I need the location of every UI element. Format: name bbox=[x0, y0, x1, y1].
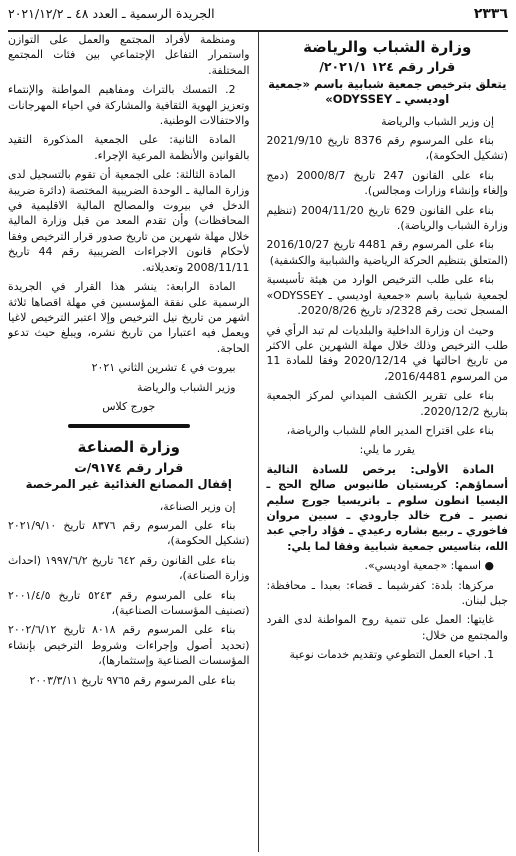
decision-number: قرار رقم ١٢٤ ٢٠٢١/١/ bbox=[319, 59, 456, 75]
paragraph: بناء على المرسوم رقم ٨٣٧٦ تاريخ ٢٠٢١/٩/١٠ (تشكيل الحكومة)، bbox=[8, 518, 250, 548]
paragraph: بناء على المرسوم رقم ٨٠١٨ تاريخ ٢٠٠٢/٦/١٢ (تحديد أصول وإجراءات وشروط الترخيص بإنشاء المؤسسات الصناعية وإستثمارها)، bbox=[8, 623, 250, 668]
paragraph: بناء على المرسوم رقم 8376 تاريخ 2021/9/10 (تشكيل الحكومة)، bbox=[266, 134, 508, 163]
goal-item-2: 2. التمسك بالتراث ومفاهيم المواطنة والإنتماء وتعزيز الهوية الثقافية والمشاركة في احياء المهرجانات والاحتفالات الوطنية. bbox=[8, 83, 250, 128]
left-column bbox=[8, 32, 259, 852]
paragraph: إن وزير الشباب والرياضة bbox=[381, 114, 494, 128]
two-column-body bbox=[8, 32, 508, 852]
paragraph: بناء على تقرير الكشف الميداني لمركز الجمعية بتاريخ 2020/12/2. bbox=[266, 389, 508, 418]
association-goal: غايتها: العمل على تنمية روح المواطنة لدى الفرد والمجتمع من خلال: bbox=[266, 613, 508, 642]
article-one: المادة الأولى: يرخص للسادة التالية أسماؤهم: كريستيان طانيوس صالح الحج ـ اليسيا انطون سلوم ـ باتريسيا جورج سليم نصير ـ فرح خالد جارودي ـ سبين مروان فاخوري ـ ربيع بشاره رعيدي ـ فؤاد راجي عبد الله، بتاسيس جمعية شبابية وفقا لما يلي: bbox=[266, 462, 508, 553]
paragraph: بناء على طلب الترخيص الوارد من هيئة تأسيسية لجمعية شبابية باسم «جمعية اوديسي ـ ODYSSEY» المسجل تحت رقم 2328/د تاريخ 2020/8/26. bbox=[266, 273, 508, 318]
decision-number-industry: قرار رقم ٩١٧٤/ت bbox=[74, 459, 184, 475]
article-three: المادة الثالثة: على الجمعية أن تقوم بالتسجيل لدى وزارة المالية ـ الوحدة الضريبية المختصة (دائرة ضريبة الدخل في بيروت والمصالح المالية الاقليمية في المحافظات) وأن تقدم المعد من قبل وزارة المالية خلال مهلة شهرين من تاريخ صدور قرار الترخيص وفقا لأحكام قانون الاجراءات الضريبية رقم 44 تاريخ 2008/11/11 وتعديلاته. bbox=[8, 168, 250, 274]
right-column bbox=[259, 32, 509, 852]
association-seat: مركزها: بلدة: كفرشيما ـ قضاء: بعبدا ـ محافظة: جبل لبنان. bbox=[266, 578, 508, 607]
association-name: ● اسمها: «جمعية اوديسي». bbox=[364, 559, 494, 573]
paragraph: إن وزير الصناعة، bbox=[159, 499, 236, 513]
paragraph: بناء على المرسوم رقم 4481 تاريخ 2016/10/27 (المتعلق بتنظيم الحركة الرياضية والشبابية والكشفية) bbox=[266, 238, 508, 267]
page-header bbox=[8, 6, 508, 28]
section-divider bbox=[8, 420, 250, 432]
signer-title: وزير الشباب والرياضة bbox=[137, 380, 236, 394]
paragraph: بناء على المرسوم رقم ٥٢٤٣ تاريخ ٢٠٠١/٤/٥ (تصنيف المؤسسات الصناعية)، bbox=[8, 588, 250, 617]
ministry-heading-industry: وزارة الصناعة bbox=[77, 438, 180, 457]
paragraph: وحيث ان وزارة الداخلية والبلديات لم تبد الرأي في طلب الترخيص وذلك خلال مهلة الشهرين على الاكثر من تاريخ احالتها في 2020/12/14 وفقا للمادة 11 من المرسوم 2016/4481، bbox=[266, 323, 508, 383]
date-place: بيروت في ٤ تشرين الثاني ٢٠٢١ bbox=[91, 361, 236, 375]
paragraph: بناء على المرسوم رقم ٩٧٦٥ تاريخ ٢٠٠٣/٣/١١ bbox=[29, 673, 236, 687]
signer-name: جورج كلاس bbox=[102, 399, 156, 413]
goal-item-1: 1. احياء العمل التطوعي وتقديم خدمات نوعية bbox=[289, 648, 494, 662]
article-four: المادة الرابعة: ينشر هذا القرار في الجريدة الرسمية على نفقة المؤسسين في مهلة اقصاها ثلاثة اشهر من تاريخ نيل الترخيص وإلا اعتبر الترخيص لاغيا ويعمل فيه اعتبارا من تاريخ نشره، ويبلغ حيث تدعو الحاجة. bbox=[8, 280, 250, 355]
decision-subject: يتعلق بترخيص جمعية شبابية باسم «جمعية اوديسي ـ ODYSSEY» bbox=[268, 76, 507, 107]
goal-continuation: ومنظمة لأفراد المجتمع والعمل على التوازن واستمرار التفاعل الإجتماعي بين فئات المجتمع المختلفة. bbox=[8, 33, 250, 77]
paragraph: بناء على القانون 629 تاريخ 2004/11/20 (تنظيم وزارة الشباب والرياضة). bbox=[266, 203, 508, 233]
page-number: ٢٣٣٦ bbox=[473, 6, 508, 22]
paragraph: بناء على القانون 247 تاريخ 2000/8/7 (دمج وإلغاء وإنشاء وزارات ومجالس). bbox=[266, 168, 508, 198]
paragraph: بناء على اقتراح المدير العام للشباب والرياضة، bbox=[286, 423, 494, 437]
article-two: المادة الثانية: على الجمعية المذكورة التقيد بالقوانين والأنظمة المرعية الإجراء. bbox=[8, 133, 250, 162]
ministry-heading: وزارة الشباب والرياضة bbox=[303, 38, 472, 56]
decides-line: يقرر ما يلي: bbox=[359, 443, 415, 457]
gazette-issue-title: الجريدة الرسمية ـ العدد ٤٨ ـ ٢٠٢١/١٢/٢ bbox=[8, 6, 215, 21]
decision-subject-industry: إقفال المصانع الغذائية غير المرخصة bbox=[25, 477, 232, 492]
paragraph: بناء على القانون رقم ٦٤٢ تاريخ ١٩٩٧/٦/٢ (احداث وزارة الصناعة)، bbox=[8, 553, 250, 583]
